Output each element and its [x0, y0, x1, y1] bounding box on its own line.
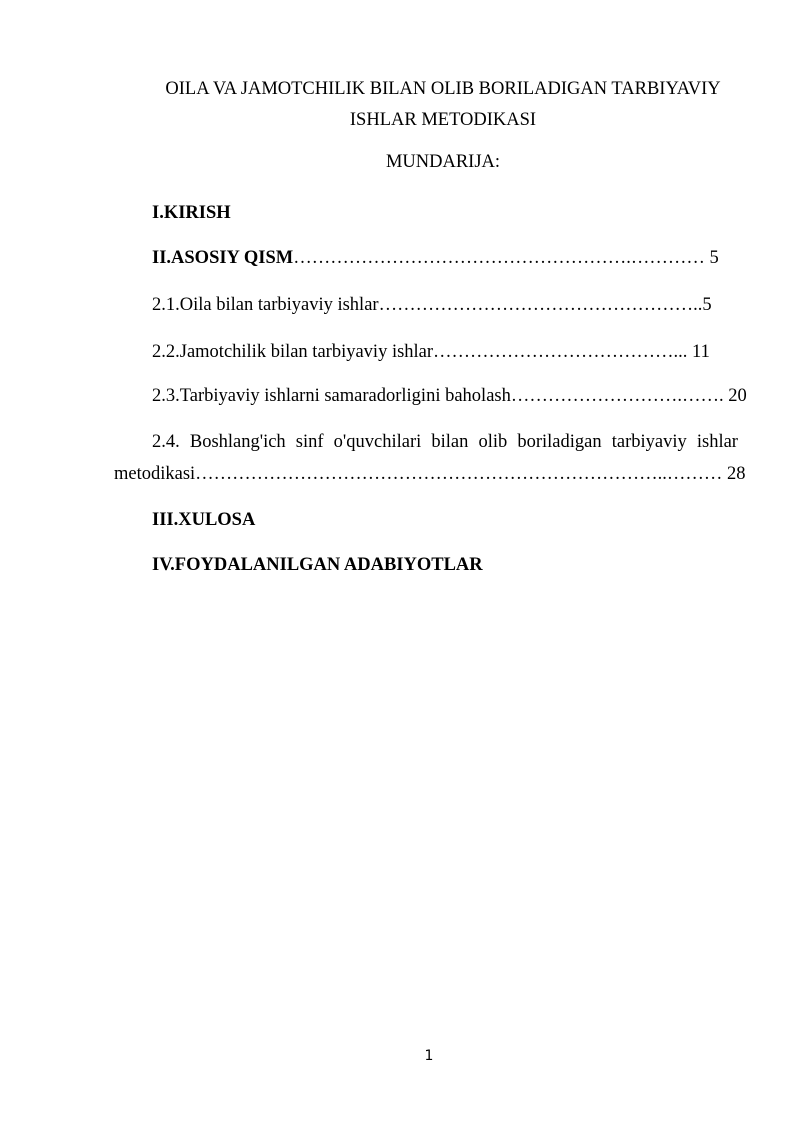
document-title-line-1: OILA VA JAMOTCHILIK BILAN OLIB BORILADIGAN TARBIYAVIY [165, 79, 721, 99]
toc-item-2-4-word: Boshlang'ich [189, 432, 286, 452]
toc-item-asosiy-page: 5 [704, 248, 719, 268]
toc-item-2-4-word: tarbiyaviy [611, 432, 687, 452]
toc-item-2-4-word: sinf [295, 432, 324, 452]
toc-item-kirish: I.KIRISH [152, 203, 231, 223]
toc-item-2-1: 2.1.Oila bilan tarbiyaviy ishlar……………………………………………..5 [152, 295, 712, 315]
page-number: 1 [424, 1048, 434, 1064]
toc-item-2-4-word: olib [478, 432, 508, 452]
toc-item-xulosa: III.XULOSA [152, 510, 256, 530]
toc-item-2-4-word: boriladigan [517, 432, 602, 452]
toc-item-2-2: 2.2.Jamotchilik bilan tarbiyaviy ishlar…………………………………... 11 [152, 342, 710, 362]
toc-item-2-4-line-2: metodikasi…………………………………………………………………..……… 28 [114, 464, 746, 484]
contents-heading: MUNDARIJA: [385, 152, 501, 172]
toc-item-2-4-word: bilan [431, 432, 469, 452]
toc-item-2-4-word: o'quvchilari [333, 432, 422, 452]
toc-item-2-4-word: ishlar [696, 432, 738, 452]
toc-item-foydalanilgan-adabiyotlar: IV.FOYDALANILGAN ADABIYOTLAR [152, 555, 483, 575]
document-title-line-2: ISHLAR METODIKASI [349, 110, 537, 130]
toc-item-2-4-word: 2.4. [152, 432, 180, 452]
toc-item-asosiy-qism [152, 246, 719, 270]
toc-item-2-4-line-1 [152, 430, 738, 454]
toc-item-2-3: 2.3.Tarbiyaviy ishlarni samaradorligini baholash……………………….……. 20 [152, 386, 747, 406]
toc-item-asosiy-label: II.ASOSIY QISM [152, 248, 294, 268]
toc-item-asosiy-leader: ……………………………………………….………… [293, 248, 705, 268]
